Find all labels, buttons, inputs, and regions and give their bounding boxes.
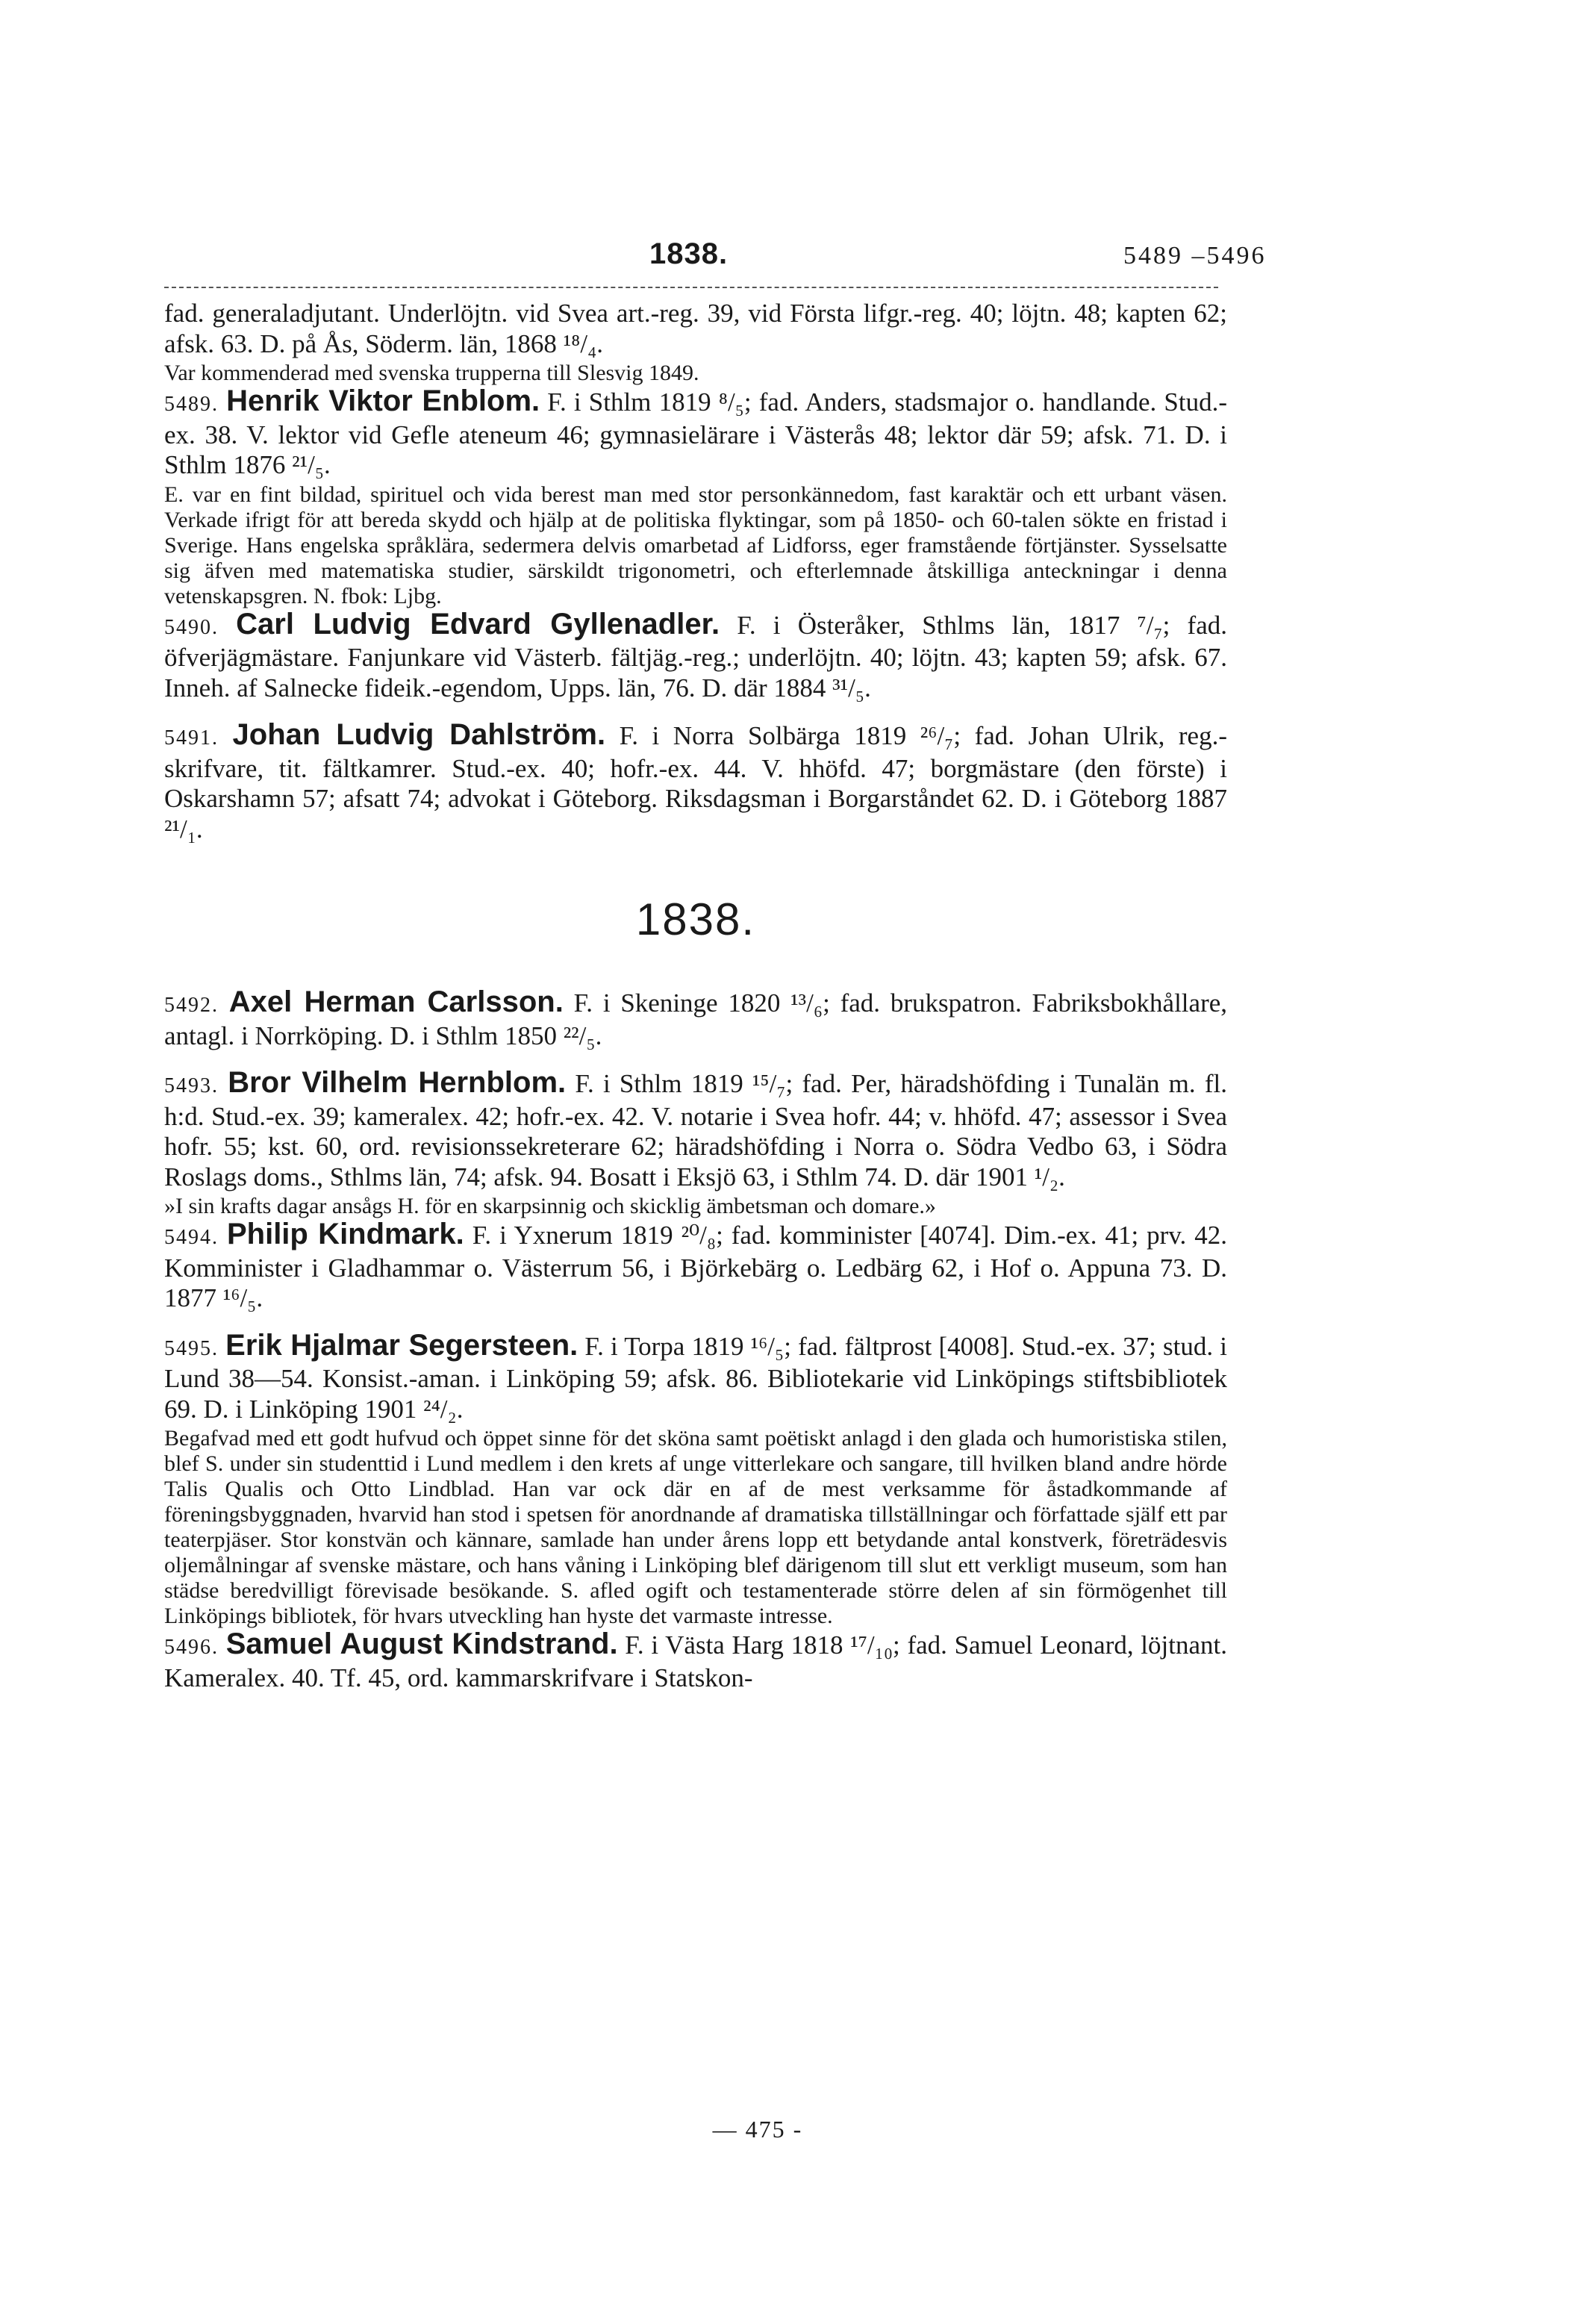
running-head-range: 5489 –5496: [1123, 242, 1267, 270]
entry-number: 5492.: [164, 994, 219, 1017]
entry-number: 5491.: [164, 726, 219, 750]
entry-note: Begafvad med ett godt hufvud och öppet sinne för det sköna samt poëtiskt anlagd i den glada och humoristiska stilen, blef S. under sin studenttid i Lund medlem i den krets af unge vitterlekare och sangare, till hvilken bland andre hörde Talis Qualis och Otto Lindblad. Han var ock där en af de mest verksamme för åstadkommande af föreningsbyggnaden, hvarvid han stod i spetsen för anordnande af dramatiska tillställningar och författade själf ett par teaterpjäser. Stor konstvän och kännare, samlade han under årens lopp ett betydande antal konstverk, företrädesvis oljemålningar af svenske mästare, och hans våning i Linköping blef därigenom till slut ett verkligt museum, som han städse beredvilligt förevisade besökande. S. afled ogift och testamenterade större delen af sin förmögenhet till Linköpings bibliotek, för hvars utveckling han hyste det varmaste intresse.: [164, 1426, 1227, 1628]
entry-number: 5490.: [164, 615, 219, 639]
entry-text: F. i Skeninge 1820 ¹³/₆; fad. brukspatron. Fabriksbokhållare, antagl. i Norrköping. D. i Sthlm 1850 ²²/₅.: [164, 988, 1228, 1050]
entry-5491: [164, 720, 1227, 844]
page-number: — 475 -: [712, 2116, 803, 2143]
entry-5489: [164, 386, 1227, 481]
entry-name: Samuel August Kindstrand.: [225, 1627, 618, 1660]
entry-5492: [164, 987, 1227, 1051]
entry-5495: [164, 1330, 1227, 1425]
header-rule: [164, 287, 1218, 288]
entry-number: 5495.: [164, 1336, 219, 1360]
entries-column: [164, 299, 1227, 1693]
entry-5496: [164, 1629, 1227, 1693]
entry-name: Bror Vilhelm Hernblom.: [228, 1066, 567, 1099]
entry-number: 5496.: [164, 1636, 219, 1659]
entry-note: E. var en fint bildad, spirituel och vida berest man med stor personkännedom, fast karaktär och ett urbant väsen. Verkade ifrigt för att bereda skydd och hjälp at de politiska flyktingar, som på 1850- och 60-talen sökte en fristad i Sverige. Hans engelska språklära, sedermera delvis omarbetad af Lidforss, eger framstående förtjänster. Sysselsatte sig äfven med matematiska studier, särskildt trigonometri, och efterlemnade åtskilliga anteckningar i denna vetenskapsgren. N. fbok: Ljbg.: [164, 482, 1227, 608]
entry-name: Carl Ludvig Edvard Gyllenadler.: [236, 607, 720, 641]
entry-text: F. i Yxnerum 1819 ²⁰/₈; fad. komminister [4074]. Dim.-ex. 41; prv. 42. Komminister i Gladhammar o. Västerrum 56, i Björkebärg o. Ledbärg 62, i Hof o. Appuna 73. D. 1877 ¹⁶/₅.: [164, 1221, 1228, 1312]
section-year-heading: 1838.: [635, 894, 756, 944]
entry-text: F. i Torpa 1819 ¹⁶/₅; fad. fältprost [4008]. Stud.-ex. 37; stud. i Lund 38—54. Konsist.-aman. i Linköping 59; afsk. 86. Bibliotekarie vid Linköpings stiftsbibliotek 69. D. i Linköping 1901 ²⁴/₂.: [164, 1331, 1227, 1424]
entry-name: Philip Kindmark.: [226, 1218, 464, 1250]
running-head-year: 1838.: [649, 237, 729, 270]
entry-5493: [164, 1068, 1227, 1192]
entry-note: Var kommenderad med svenska trupperna till Slesvig 1849.: [164, 361, 699, 385]
entry-number: 5489.: [164, 393, 219, 416]
entry-5494: [164, 1219, 1227, 1314]
entry-text: F. i Norra Solbärga 1819 ²⁶/₇; fad. Johan Ulrik, reg.-skrifvare, tit. fältkamrer. Stud.-ex. 40; hofr.-ex. 44. V. hhöfd. 47; borgmästare (den förste) i Oskarshamn 57; afsatt 74; advokat i Göteborg. Riksdagsman i Borgarståndet 62. D. i Göteborg 1887 ²¹/₁.: [164, 721, 1227, 844]
entry-name: Henrik Viktor Enblom.: [226, 384, 540, 417]
entry-name: Johan Ludvig Dahlström.: [232, 718, 606, 751]
entry-text: F. i Västa Harg 1818 ¹⁷/₁₀; fad. Samuel Leonard, löjtnant. Kameralex. 40. Tf. 45, ord. kammarskrifvare i Statskon-: [164, 1630, 1227, 1692]
entry-name: Erik Hjalmar Segersteen.: [225, 1328, 578, 1362]
entry-number: 5493.: [164, 1074, 219, 1097]
entry-number: 5494.: [164, 1226, 219, 1249]
entry-name: Axel Herman Carlsson.: [228, 985, 564, 1018]
entry-continuation: [164, 299, 1227, 359]
entry-note: »I sin krafts dagar ansågs H. för en skarpsinnig och skicklig ämbetsman och domare.»: [164, 1194, 936, 1218]
entry-text: F. i Sthlm 1819 ⁸/₅; fad. Anders, stadsmajor o. handlande. Stud.-ex. 38. V. lektor vid Gefle ateneum 46; gymnasielärare i Västerås 48; lektor där 59; afsk. 71. D. i Sthlm 1876 ²¹/₅.: [164, 387, 1227, 479]
entry-text: F. i Österåker, Sthlms län, 1817 ⁷/₇; fad. öfverjägmästare. Fanjunkare vid Västerb. fältjäg.-reg.; underlöjtn. 40; löjtn. 43; kapten 59; afsk. 67. Inneh. af Salnecke fideik.-egendom, Upps. län, 76. D. där 1884 ³¹/₅.: [164, 610, 1227, 703]
entry-text: fad. generaladjutant. Underlöjtn. vid Svea art.-reg. 39, vid Första lifgr.-reg. 40; löjtn. 48; kapten 62; afsk. 63. D. på Ås, Söderm. län, 1868 ¹⁸/₄.: [164, 299, 1227, 358]
entry-text: F. i Sthlm 1819 ¹⁵/₇; fad. Per, häradshöfding i Tunalän m. fl. h:d. Stud.-ex. 39; kameralex. 42; hofr.-ex. 42. V. notarie i Svea hofr. 44; v. hhöfd. 47; assessor i Svea hofr. 55; kst. 60, ord. revisionssekreterare 62; häradshöfding i Norra o. Södra Vedbo 63, i Södra Roslags doms., Sthlms län, 74; afsk. 94. Bosatt i Eksjö 63, i Sthlm 74. D. där 1901 ¹/₂.: [164, 1069, 1227, 1191]
entry-5490: [164, 609, 1227, 704]
